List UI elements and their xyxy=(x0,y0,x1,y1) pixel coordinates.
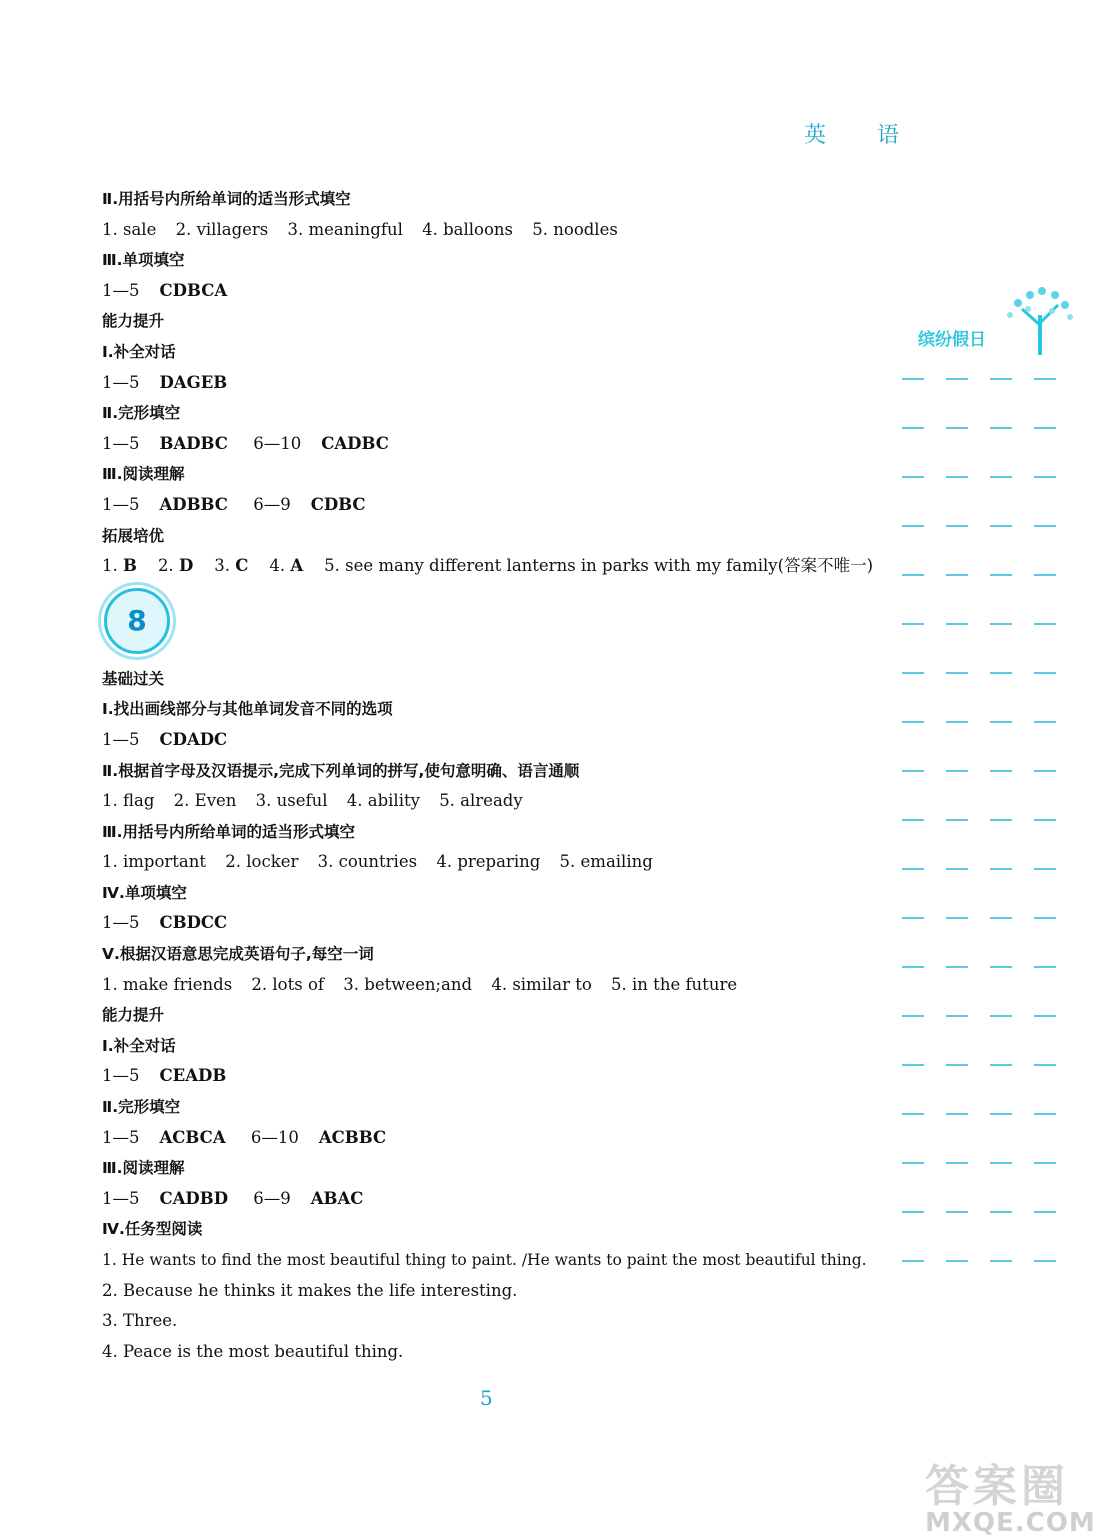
unit-badge: 8 xyxy=(104,588,170,654)
section-heading: Ⅳ.单项填空 xyxy=(102,883,187,902)
subject-title: 英 语 xyxy=(804,123,921,148)
answer-letters: DAGEB xyxy=(159,372,228,392)
answer-letters: CADBD xyxy=(159,1188,228,1208)
answer-item: 2. villagers xyxy=(175,219,269,239)
answer-line xyxy=(102,276,882,307)
answer-letters: ABAC xyxy=(310,1188,364,1208)
answer-line xyxy=(102,786,882,817)
answer-line xyxy=(102,1184,882,1215)
answer-text: 5. see many different lanterns in parks with my family(答案不唯一) xyxy=(324,556,874,576)
answer-item: 4. ability xyxy=(346,791,420,811)
answer-letters: ACBCA xyxy=(159,1127,226,1147)
question-range: 1—5 xyxy=(102,913,140,933)
question-range: 1—5 xyxy=(102,280,140,300)
section-heading: Ⅱ.完形填空 xyxy=(102,1098,181,1117)
answer-sentence: 3. Three. xyxy=(102,1311,178,1331)
answer-letters: CDBCA xyxy=(159,280,228,300)
answer-letters: CBDCC xyxy=(159,913,228,933)
question-range: 1—5 xyxy=(102,494,140,514)
part-heading: 能力提升 xyxy=(102,312,165,331)
question-range: 1—5 xyxy=(102,1127,140,1147)
question-range: 1—5 xyxy=(102,729,140,749)
answer-item: 2. lots of xyxy=(251,974,325,994)
answer-letter: D xyxy=(178,556,194,576)
answer-line xyxy=(102,368,882,399)
section-heading: Ⅲ.阅读理解 xyxy=(102,1159,185,1178)
answer-item: 1. make friends xyxy=(102,974,233,994)
answer-item: 1. flag xyxy=(102,791,155,811)
answer-item: 5. already xyxy=(439,791,523,811)
section-heading: Ⅰ.补全对话 xyxy=(102,342,176,361)
answer-item: 2. Even xyxy=(173,791,237,811)
answer-line xyxy=(102,725,882,756)
answer-item: 1. sale xyxy=(102,219,157,239)
unit-badge-row xyxy=(102,582,882,664)
question-range: 6—10 xyxy=(250,1127,299,1147)
answer-item-number: 4. xyxy=(269,556,286,576)
answer-letters: CDADC xyxy=(159,729,228,749)
watermark-url: MXQE.COM xyxy=(925,1508,1096,1538)
answer-item: 5. emailing xyxy=(559,852,653,872)
answer-line xyxy=(102,215,882,246)
side-logo-text: 缤纷假日 xyxy=(918,330,986,350)
answer-line xyxy=(102,1061,882,1092)
answer-letters: CEADB xyxy=(159,1066,227,1086)
section-heading: Ⅱ.用括号内所给单词的适当形式填空 xyxy=(102,190,351,208)
answer-item: 3. countries xyxy=(317,852,418,872)
section-heading: Ⅰ.补全对话 xyxy=(102,1036,176,1055)
section-heading: Ⅰ.找出画线部分与其他单词发音不同的选项 xyxy=(102,700,393,719)
question-range: 6—10 xyxy=(253,433,302,453)
answer-line xyxy=(102,908,882,939)
answer-item: 2. locker xyxy=(225,852,299,872)
answer-letters: ACBBC xyxy=(318,1127,387,1147)
question-range: 1—5 xyxy=(102,433,140,453)
answer-letter: A xyxy=(290,556,304,576)
answer-letters: BADBC xyxy=(159,433,228,453)
section-heading: Ⅲ.单项填空 xyxy=(102,251,185,270)
answer-sentence: 4. Peace is the most beautiful thing. xyxy=(102,1341,404,1361)
watermark-text: 答案圈 xyxy=(925,1461,1069,1512)
section-heading: Ⅱ.根据首字母及汉语提示,完成下列单词的拼写,使句意明确、语言通顺 xyxy=(102,761,580,780)
answer-content xyxy=(102,184,882,1367)
question-range: 1—5 xyxy=(102,1066,140,1086)
note-lines xyxy=(902,378,1087,1309)
answer-line xyxy=(102,490,882,521)
part-heading: 拓展培优 xyxy=(102,526,165,545)
answer-letter: B xyxy=(123,556,137,576)
answer-item: 5. in the future xyxy=(611,974,738,994)
answer-item-number: 2. xyxy=(157,556,174,576)
answer-item: 3. useful xyxy=(255,791,328,811)
section-heading: Ⅳ.任务型阅读 xyxy=(102,1220,203,1239)
part-heading: 能力提升 xyxy=(102,1006,165,1025)
answer-item: 4. balloons xyxy=(422,219,514,239)
answer-sentence: 2. Because he thinks it makes the life interesting. xyxy=(102,1280,518,1300)
answer-letters: CADBC xyxy=(321,433,389,453)
side-logo xyxy=(910,285,1080,360)
section-heading: Ⅱ.完形填空 xyxy=(102,404,181,423)
watermark-logo xyxy=(925,1450,1100,1536)
answer-item: 1. important xyxy=(102,852,207,872)
answer-item-number: 1. xyxy=(102,556,118,576)
answer-item: 3. meaningful xyxy=(287,219,403,239)
answer-line xyxy=(102,429,882,460)
answer-letter: C xyxy=(235,556,249,576)
answer-letters: CDBC xyxy=(310,494,366,514)
answer-item: 3. between;and xyxy=(343,974,473,994)
answer-item: 4. preparing xyxy=(436,852,541,872)
page-number: 5 xyxy=(480,1386,493,1410)
answer-sentence: 1. He wants to find the most beautiful thing to paint. /He wants to paint the most beautiful thing. xyxy=(102,1251,867,1269)
question-range: 1—5 xyxy=(102,372,140,392)
answer-line xyxy=(102,970,882,1001)
answer-line xyxy=(102,551,882,582)
section-heading: Ⅴ.根据汉语意思完成英语句子,每空一词 xyxy=(102,945,374,964)
answer-item: 5. noodles xyxy=(532,219,618,239)
answer-line xyxy=(102,1123,882,1154)
answer-line xyxy=(102,847,882,878)
question-range: 6—9 xyxy=(253,1188,291,1208)
part-heading: 基础过关 xyxy=(102,669,165,688)
answer-letters: ADBBC xyxy=(159,494,228,514)
question-range: 6—9 xyxy=(253,494,291,514)
question-range: 1—5 xyxy=(102,1188,140,1208)
section-heading: Ⅲ.阅读理解 xyxy=(102,465,185,484)
answer-item-number: 3. xyxy=(214,556,230,576)
answer-item: 4. similar to xyxy=(491,974,592,994)
section-heading: Ⅲ.用括号内所给单词的适当形式填空 xyxy=(102,822,356,841)
